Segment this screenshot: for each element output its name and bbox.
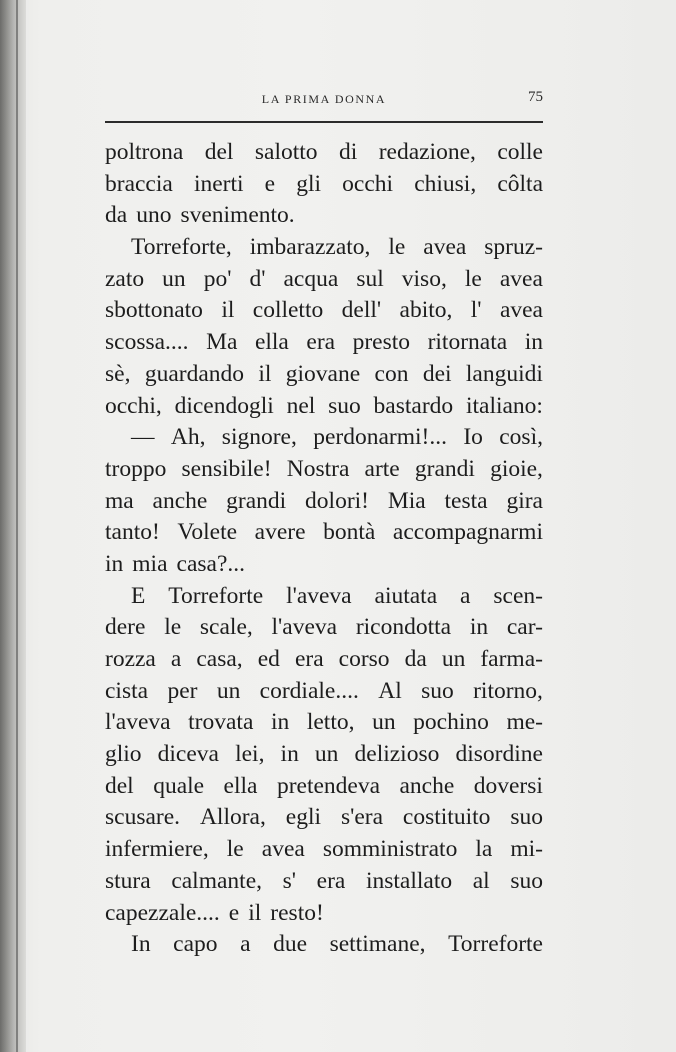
word: da — [404, 646, 427, 672]
text-line — [105, 169, 543, 201]
word: bastardo — [373, 392, 454, 419]
word: il — [258, 360, 272, 387]
word: le — [226, 836, 244, 863]
word: gioie, — [490, 455, 543, 482]
word: un — [441, 646, 466, 672]
word: lei, — [235, 741, 265, 768]
page-binding-edge — [16, 0, 18, 1052]
word: un — [314, 741, 339, 768]
word: signore, — [221, 424, 297, 451]
word: grandi — [226, 487, 287, 514]
word: po' — [203, 265, 232, 292]
word: pretendeva — [276, 772, 381, 799]
word: Torreforte — [448, 931, 543, 958]
word: guardando — [144, 360, 244, 387]
word: — — [131, 424, 155, 451]
word: l'aveva — [271, 614, 338, 641]
word: presto — [352, 329, 411, 356]
text-line — [105, 391, 543, 423]
text-line — [105, 486, 543, 518]
word: un — [162, 265, 186, 292]
word: da — [105, 202, 128, 229]
word: doversi — [473, 772, 543, 799]
word: e — [228, 899, 240, 926]
word: pochino — [413, 709, 489, 736]
word: installato — [365, 867, 453, 894]
text-line — [105, 549, 543, 581]
word: troppo — [105, 455, 167, 482]
word: arte — [364, 455, 400, 482]
word: in — [524, 329, 543, 356]
word: un — [372, 709, 396, 736]
word: viso, — [401, 265, 447, 292]
word: avere — [254, 519, 306, 546]
word: Allora, — [199, 804, 266, 831]
word: Io — [463, 424, 483, 451]
word: Ah, — [170, 424, 206, 451]
word: con — [374, 360, 409, 387]
text-line — [105, 232, 543, 264]
word: un — [216, 677, 241, 704]
word: testa — [444, 487, 488, 514]
word: così, — [499, 424, 543, 451]
word: avea — [499, 265, 543, 292]
word: casa?... — [176, 550, 246, 577]
word: uno — [136, 202, 172, 229]
text-line — [105, 707, 543, 739]
word: era — [306, 329, 336, 356]
word: mi- — [510, 836, 543, 863]
word: occhi, — [105, 392, 162, 419]
word: resto! — [270, 899, 324, 926]
word: a — [240, 931, 251, 958]
word: languidi — [465, 360, 543, 387]
text-line — [105, 137, 543, 169]
word: sè, — [105, 360, 131, 387]
word: spruz- — [484, 234, 543, 261]
word: E — [131, 582, 146, 609]
word: perdonarmi!... — [313, 424, 447, 451]
word: Torreforte, — [131, 234, 232, 261]
word: le — [164, 614, 182, 641]
word: Torreforte — [168, 582, 264, 609]
word: sul — [356, 265, 384, 292]
word: braccia — [105, 170, 173, 197]
word: sbottonato — [105, 297, 203, 324]
text-line — [105, 898, 543, 930]
text-line — [105, 517, 543, 549]
word: l'aveva — [105, 709, 171, 736]
word: dere — [105, 614, 146, 641]
word: avea — [423, 234, 467, 261]
word: avea — [261, 836, 305, 863]
word: acqua — [283, 265, 339, 292]
word: d' — [249, 265, 266, 292]
word: scossa.... — [105, 329, 189, 356]
word: sensibile! — [181, 455, 272, 482]
word: somministrato — [322, 836, 458, 863]
word: disordine — [455, 741, 543, 768]
text-line — [105, 771, 543, 803]
word: ricondotta — [355, 614, 452, 641]
word: In — [131, 931, 151, 958]
word: suo — [510, 867, 543, 894]
word: gli — [296, 170, 322, 197]
word: bontà — [323, 519, 376, 546]
word: colletto — [252, 297, 324, 324]
word: al — [472, 867, 490, 894]
word: Mia — [387, 487, 426, 514]
text-line — [105, 359, 543, 391]
text-line — [105, 644, 543, 676]
word: rozza — [105, 646, 156, 672]
word: imbarazzato, — [249, 234, 371, 261]
header-rule — [105, 121, 543, 123]
word: stura — [105, 867, 151, 894]
word: s'era — [340, 804, 384, 831]
word: in — [469, 614, 489, 641]
word: ella — [223, 772, 258, 799]
text-line — [105, 327, 543, 359]
word: scale, — [199, 614, 253, 641]
word: egli — [285, 804, 322, 831]
word: era — [316, 867, 346, 894]
word: suo — [421, 677, 454, 704]
word: del — [204, 139, 234, 165]
word: casa, — [196, 646, 243, 672]
running-header — [105, 88, 543, 112]
word: la — [475, 836, 493, 863]
word: car- — [506, 614, 543, 641]
text-line — [105, 802, 543, 834]
word: e — [264, 170, 276, 197]
word: suo — [328, 392, 361, 419]
word: trovata — [188, 709, 254, 736]
word: in — [270, 709, 290, 736]
word: abito, — [399, 297, 453, 324]
text-line — [105, 264, 543, 296]
word: del — [105, 772, 134, 799]
word: nel — [286, 392, 316, 419]
word: Nostra — [286, 455, 350, 482]
text-line — [105, 581, 543, 613]
word: zato — [105, 265, 145, 292]
word: il — [248, 899, 262, 926]
word: Al — [378, 677, 402, 704]
word: occhi — [342, 170, 394, 197]
word: dei — [422, 360, 452, 387]
word: in — [280, 741, 299, 768]
word: diceva — [157, 741, 219, 768]
word: cordiale.... — [259, 677, 359, 704]
word: calmante, — [171, 867, 262, 894]
word: cista — [105, 677, 149, 704]
word: scusare. — [105, 804, 181, 831]
word: infermiere, — [105, 836, 209, 863]
word: anche — [399, 772, 455, 799]
word: ed — [257, 646, 280, 672]
text-line — [105, 200, 543, 232]
word: avea — [499, 297, 543, 324]
word: di — [338, 139, 358, 165]
word: svenimento. — [180, 202, 295, 229]
word: chiusi, — [414, 170, 477, 197]
word: anche — [152, 487, 208, 514]
running-title: LA PRIMA DONNA — [261, 92, 387, 106]
word: farma- — [480, 646, 543, 672]
word: glio — [105, 741, 142, 768]
word: redazione, — [378, 139, 476, 165]
word: italiano: — [465, 392, 543, 419]
word: mia — [132, 550, 168, 577]
word: scen- — [493, 582, 543, 609]
text-line — [105, 422, 543, 454]
word: capo — [173, 931, 218, 958]
word: letto, — [306, 709, 355, 736]
word: delizioso — [354, 741, 440, 768]
text-line — [105, 454, 543, 486]
word: era — [294, 646, 324, 672]
page-number: 75 — [528, 89, 543, 105]
word: accompagnarmi — [392, 519, 543, 546]
word: suo — [510, 804, 543, 831]
word: aiutata — [374, 582, 438, 609]
word: Ma — [206, 329, 238, 356]
word: ma — [105, 487, 134, 514]
word: me- — [506, 709, 543, 736]
text-line — [105, 295, 543, 327]
page-binding-shadow — [0, 0, 26, 1052]
word: colle — [497, 139, 543, 165]
word: salotto — [254, 139, 318, 165]
word: costituito — [402, 804, 491, 831]
word: settimane, — [329, 931, 426, 958]
word: a — [460, 582, 471, 609]
word: a — [170, 646, 182, 672]
word: per — [167, 677, 198, 704]
word: due — [273, 931, 308, 958]
word: grandi — [414, 455, 475, 482]
word: tanto! — [105, 519, 160, 546]
word: quale — [153, 772, 205, 799]
word: il — [221, 297, 235, 324]
word: in — [105, 550, 124, 577]
text-line — [105, 929, 543, 961]
word: inerti — [193, 170, 244, 197]
word: l'aveva — [286, 582, 352, 609]
word: ella — [254, 329, 289, 356]
word: dell' — [341, 297, 382, 324]
word: gira — [506, 487, 543, 514]
text-line — [105, 612, 543, 644]
word: dolori! — [305, 487, 370, 514]
word: le — [388, 234, 406, 261]
word: ritornata — [427, 329, 508, 356]
text-line — [105, 739, 543, 771]
word: l' — [470, 297, 482, 324]
word: capezzale.... — [105, 899, 220, 926]
word: côlta — [497, 170, 543, 197]
text-line — [105, 866, 543, 898]
word: Volete — [177, 519, 238, 546]
text-line — [105, 676, 543, 708]
word: giovane — [285, 360, 361, 387]
word: s' — [282, 867, 297, 894]
word: poltrona — [105, 139, 184, 165]
word: ritorno, — [473, 677, 543, 704]
word: corso — [338, 646, 390, 672]
word: le — [464, 265, 482, 292]
body-text — [105, 137, 543, 961]
text-line — [105, 834, 543, 866]
word: dicendogli — [174, 392, 274, 419]
